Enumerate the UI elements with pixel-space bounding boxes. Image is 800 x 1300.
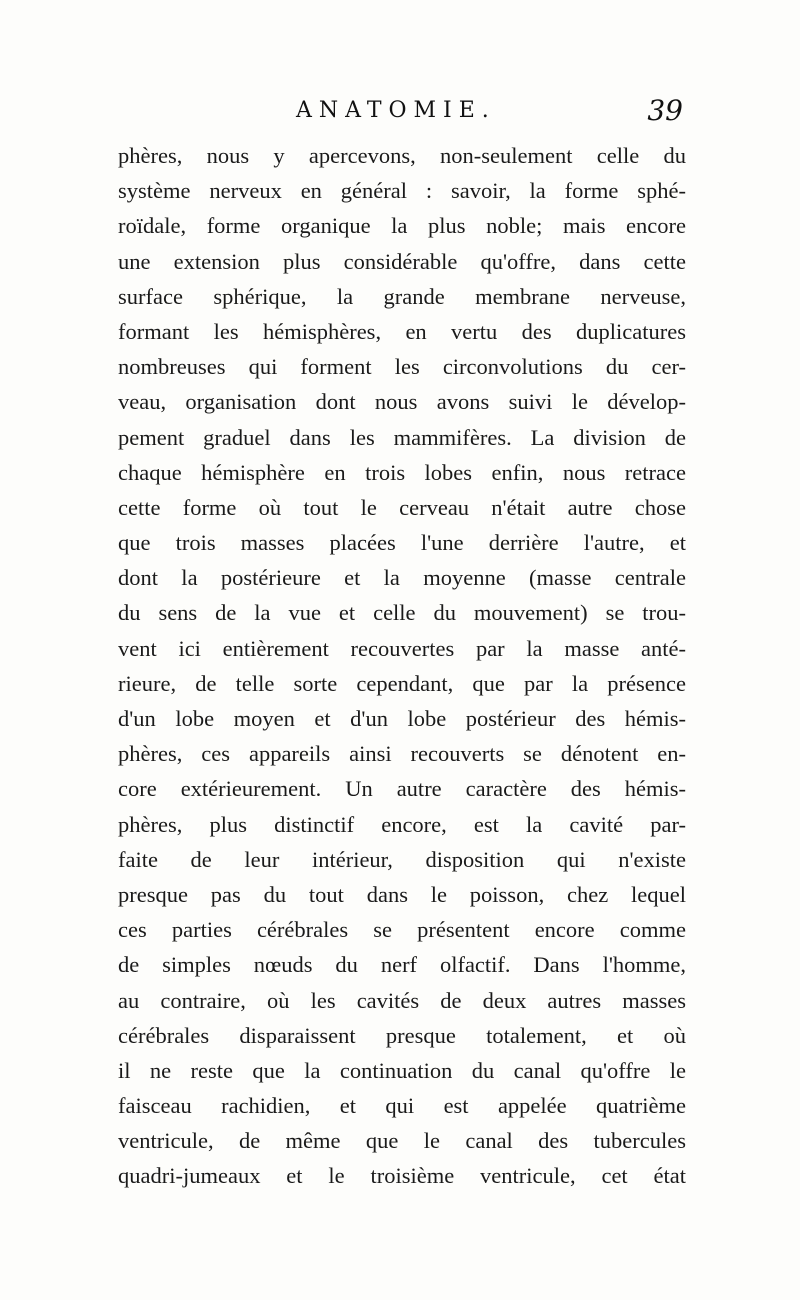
page-number: 39 [647,94,683,127]
text-line: que trois masses placées l'une derrière l'autre, et [118,530,686,556]
text-line: il ne reste que la continuation du canal qu'offre le [118,1057,686,1083]
text-line: quadri-jumeaux et le troisième ventricule, cet état [118,1163,686,1189]
text-line: ventricule, de même que le canal des tubercules [118,1128,686,1154]
running-title: ANATOMIE. [296,98,496,123]
text-line: chaque hémisphère en trois lobes enfin, nous retrace [118,459,686,485]
text-line: core extérieurement. Un autre caractère des hémis- [118,776,686,802]
text-line: phères, nous y apercevons, non-seulement celle du [118,143,686,168]
text-line: une extension plus considérable qu'offre, dans cette [118,248,686,274]
text-line: rieure, de telle sorte cependant, que par la présence [118,670,686,696]
text-line: de simples nœuds du nerf olfactif. Dans l'homme, [118,952,686,978]
text-line: faite de leur intérieur, disposition qui n'existe [118,846,686,872]
text-line: presque pas du tout dans le poisson, chez lequel [118,881,686,907]
body-text [118,138,686,1194]
text-line: ces parties cérébrales se présentent encore comme [118,917,686,943]
running-head [118,96,683,136]
text-line: surface sphérique, la grande membrane nerveuse, [118,283,686,309]
text-line: dont la postérieure et la moyenne (masse centrale [118,565,686,591]
text-line: système nerveux en général : savoir, la forme sphé- [118,178,686,204]
text-line: d'un lobe moyen et d'un lobe postérieur des hémis- [118,706,686,731]
text-line: pement graduel dans les mammifères. La division de [118,424,686,450]
text-line: phères, plus distinctif encore, est la cavité par- [118,811,686,837]
text-line: cérébrales disparaissent presque totalement, et où [118,1022,686,1048]
text-line: faisceau rachidien, et qui est appelée quatrième [118,1093,686,1119]
text-line: nombreuses qui forment les circonvolutions du cer- [118,354,686,380]
text-line: formant les hémisphères, en vertu des duplicatures [118,318,686,344]
text-line: cette forme où tout le cerveau n'était autre chose [118,494,686,520]
text-line: vent ici entièrement recouvertes par la masse anté- [118,635,686,661]
text-line: roïdale, forme organique la plus noble; mais encore [118,213,686,239]
text-line: au contraire, où les cavités de deux autres masses [118,987,686,1013]
text-line: phères, ces appareils ainsi recouverts se dénotent en- [118,741,686,767]
text-line: veau, organisation dont nous avons suivi le dévelop- [118,389,686,415]
text-line: du sens de la vue et celle du mouvement) se trou- [118,600,686,626]
